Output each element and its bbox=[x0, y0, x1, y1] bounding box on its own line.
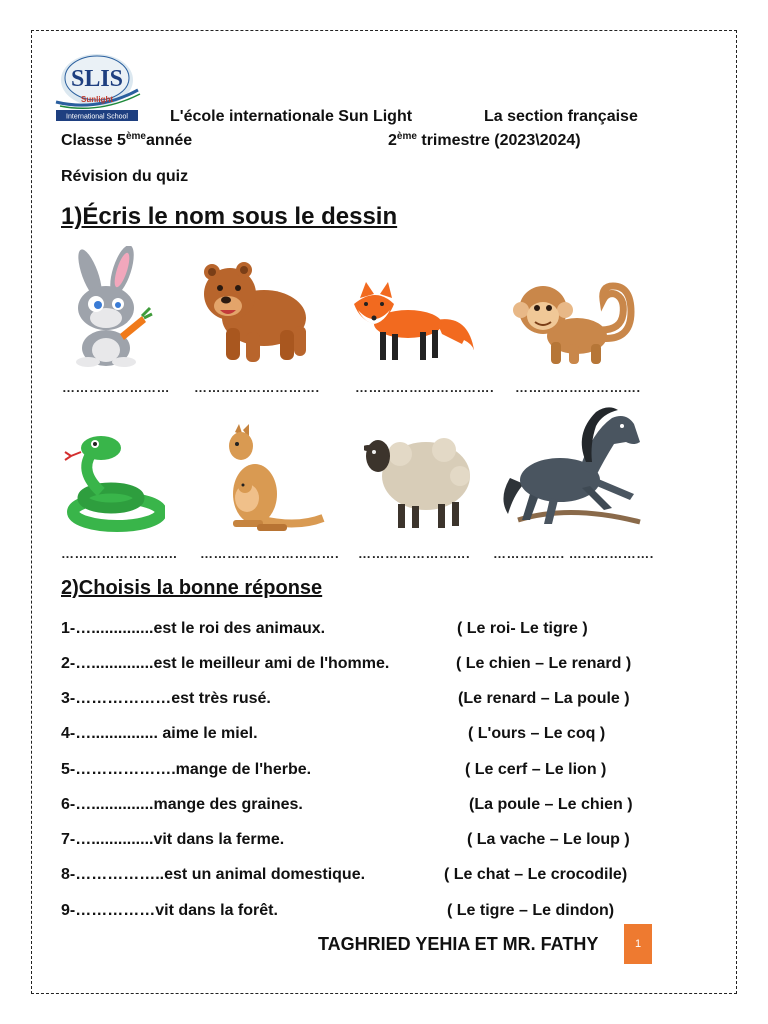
question-choices: ( L'ours – Le coq ) bbox=[468, 725, 606, 742]
class-suffix: année bbox=[145, 132, 193, 149]
rabbit-icon bbox=[62, 246, 154, 373]
snake-icon bbox=[61, 432, 165, 537]
term-sup: ème bbox=[396, 131, 417, 142]
fox-icon bbox=[346, 280, 476, 371]
term-label bbox=[388, 132, 581, 150]
answer-blank[interactable]: ………………………. bbox=[194, 380, 320, 395]
section-name: La section française bbox=[484, 108, 638, 125]
question-stem: 1-…..............est le roi des animaux. bbox=[61, 620, 326, 637]
question-stem: 7-…..............vit dans la ferme. bbox=[61, 831, 285, 848]
question-choices: (Le renard – La poule ) bbox=[458, 690, 630, 707]
question-stem: 2-…..............est le meilleur ami de l'homme. bbox=[61, 655, 390, 672]
answer-blank[interactable]: …………………….. bbox=[61, 546, 178, 561]
question-stem: 8-……………..est un animal domestique. bbox=[61, 866, 366, 883]
answer-blank[interactable]: ………………………. bbox=[515, 380, 641, 395]
question-choices: ( Le roi- Le tigre ) bbox=[457, 620, 588, 637]
logo-banner: International School bbox=[66, 113, 128, 121]
logo-tagline: Sunlight bbox=[81, 95, 113, 104]
question-choices: ( Le cerf – Le lion ) bbox=[465, 761, 607, 778]
term-suffix: trimestre (2023\2024) bbox=[416, 132, 581, 149]
bear-icon bbox=[196, 258, 312, 371]
answer-blank[interactable]: ……………………. bbox=[358, 546, 471, 561]
question-stem: 4-…............... aime le miel. bbox=[61, 725, 258, 742]
question-choices: ( La vache – Le loup ) bbox=[467, 831, 630, 848]
exercise1-title: 1)Écris le nom sous le dessin bbox=[61, 203, 398, 230]
logo-mark: SLIS bbox=[70, 66, 124, 92]
class-sup: ème bbox=[125, 131, 146, 142]
answer-blank[interactable]: ……………. ………………. bbox=[493, 546, 654, 561]
school-name: L'école internationale Sun Light bbox=[170, 108, 413, 125]
question-choices: ( Le chat – Le crocodile) bbox=[444, 866, 628, 883]
kangaroo-icon bbox=[217, 424, 325, 541]
footer-authors: TAGHRIED YEHIA ET MR. FATHY bbox=[318, 934, 599, 954]
question-stem: 6-…..............mange des graines. bbox=[61, 796, 303, 813]
answer-blank[interactable]: …………………… bbox=[62, 380, 170, 395]
question-stem: 9-……………vit dans la forêt. bbox=[61, 902, 278, 919]
class-prefix: Classe 5 bbox=[61, 132, 126, 149]
question-choices: (La poule – Le chien ) bbox=[469, 796, 633, 813]
class-label bbox=[61, 132, 192, 150]
sheep-icon bbox=[364, 428, 474, 537]
logo-icon bbox=[50, 50, 144, 122]
subtitle: Révision du quiz bbox=[61, 168, 189, 185]
question-choices: ( Le tigre – Le dindon) bbox=[447, 902, 615, 919]
school-logo bbox=[50, 50, 144, 122]
page-number: 1 bbox=[624, 924, 652, 964]
exercise2-title: 2)Choisis la bonne réponse bbox=[61, 577, 323, 599]
horse-icon bbox=[500, 404, 652, 539]
question-stem: 3-………………est très rusé. bbox=[61, 690, 271, 707]
answer-blank[interactable]: …………………………. bbox=[355, 380, 495, 395]
answer-blank[interactable]: …………………………. bbox=[200, 546, 340, 561]
question-stem: 5-……………….mange de l'herbe. bbox=[61, 761, 312, 778]
monkey-icon bbox=[511, 272, 639, 373]
question-choices: ( Le chien – Le renard ) bbox=[456, 655, 632, 672]
term-prefix: 2 bbox=[388, 132, 397, 149]
